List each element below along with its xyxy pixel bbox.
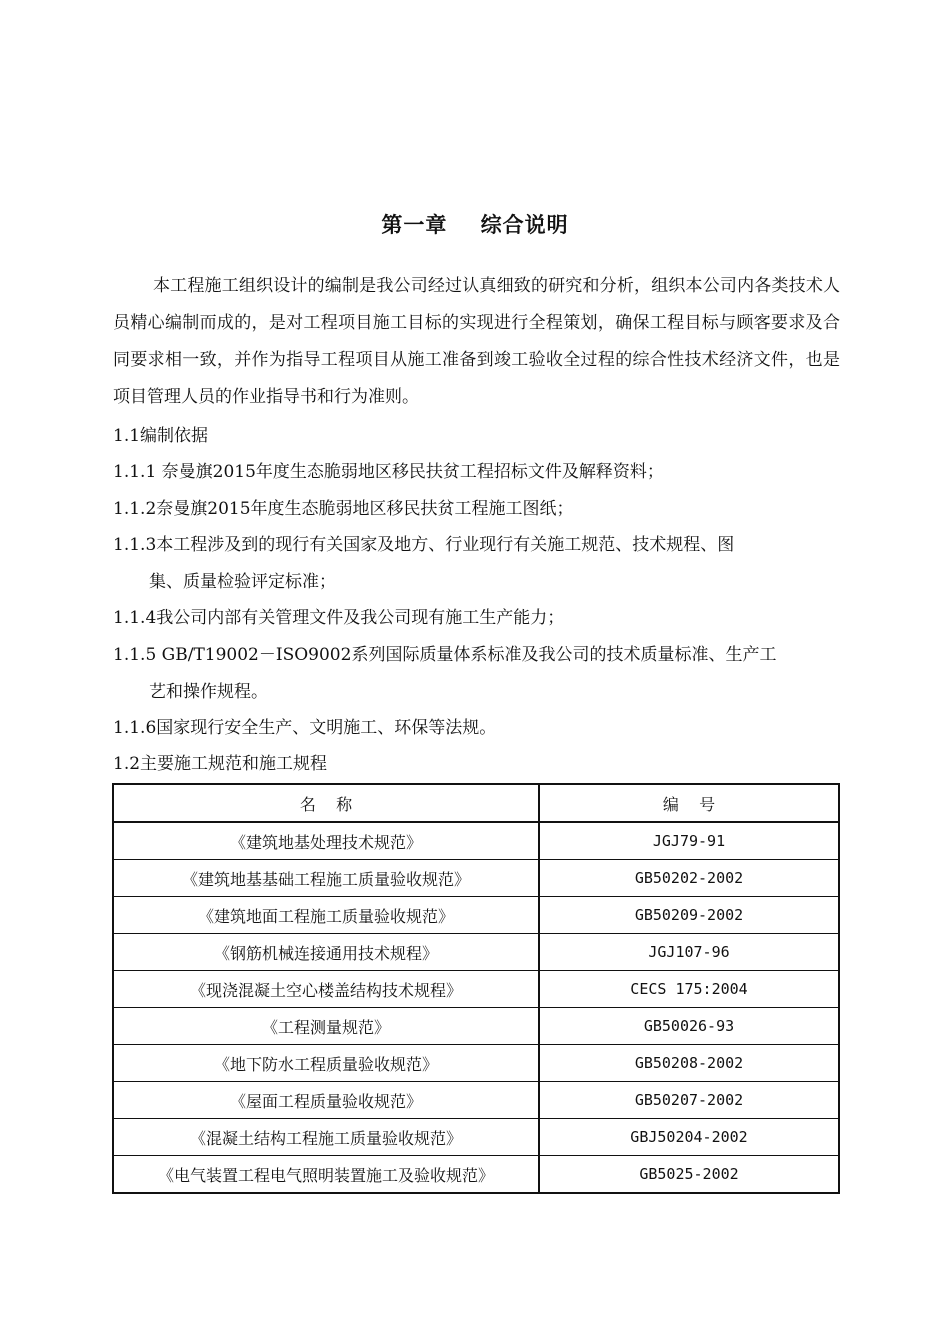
standard-code: GB50202-2002 bbox=[539, 860, 839, 897]
table-header-row bbox=[113, 784, 839, 822]
basis-item-5-line1: 1.1.5 GB/T19002－ISO9002系列国际质量体系标准及我公司的技术质量标准、生产工 bbox=[113, 645, 777, 665]
standard-code: GBJ50204-2002 bbox=[539, 1119, 839, 1156]
table-row bbox=[113, 1045, 839, 1082]
standard-name: 《电气装置工程电气照明装置施工及验收规范》 bbox=[113, 1156, 539, 1194]
standard-name: 《混凝土结构工程施工质量验收规范》 bbox=[113, 1119, 539, 1156]
standard-code: GB5025-2002 bbox=[539, 1156, 839, 1194]
table-row bbox=[113, 1082, 839, 1119]
standard-code: JGJ79-91 bbox=[539, 822, 839, 860]
standard-name: 《建筑地面工程施工质量验收规范》 bbox=[113, 897, 539, 934]
table-row bbox=[113, 1119, 839, 1156]
standard-name: 《建筑地基处理技术规范》 bbox=[113, 822, 539, 860]
table-row bbox=[113, 897, 839, 934]
table-row bbox=[113, 822, 839, 860]
basis-item-1: 1.1.1 奈曼旗2015年度生态脆弱地区移民扶贫工程招标文件及解释资料； bbox=[113, 462, 664, 482]
standard-name: 《工程测量规范》 bbox=[113, 1008, 539, 1045]
table-row bbox=[113, 971, 839, 1008]
standard-code: JGJ107-96 bbox=[539, 934, 839, 971]
basis-item-3-line1: 1.1.3本工程涉及到的现行有关国家及地方、行业现行有关施工规范、技术规程、图 bbox=[113, 535, 735, 555]
standard-name: 《建筑地基基础工程施工质量验收规范》 bbox=[113, 860, 539, 897]
standard-code: GB50208-2002 bbox=[539, 1045, 839, 1082]
table-row bbox=[113, 860, 839, 897]
standard-name: 《钢筋机械连接通用技术规程》 bbox=[113, 934, 539, 971]
basis-item-5-line2: 艺和操作规程。 bbox=[149, 682, 268, 702]
standard-code: GB50026-93 bbox=[539, 1008, 839, 1045]
page-title: 第一章 综合说明 bbox=[381, 213, 569, 237]
standard-code: GB50207-2002 bbox=[539, 1082, 839, 1119]
basis-item-3-line2: 集、质量检验评定标准； bbox=[149, 572, 336, 592]
basis-item-4: 1.1.4我公司内部有关管理文件及我公司现有施工生产能力； bbox=[113, 608, 565, 628]
header-code: 编 号 bbox=[539, 784, 839, 822]
table-row bbox=[113, 934, 839, 971]
standard-name: 《地下防水工程质量验收规范》 bbox=[113, 1045, 539, 1082]
standard-name: 《现浇混凝土空心楼盖结构技术规程》 bbox=[113, 971, 539, 1008]
basis-item-6: 1.1.6国家现行安全生产、文明施工、环保等法规。 bbox=[113, 718, 497, 738]
header-name: 名 称 bbox=[113, 784, 539, 822]
standard-code: GB50209-2002 bbox=[539, 897, 839, 934]
table-row bbox=[113, 1156, 839, 1194]
section-heading-1-1: 1.1编制依据 bbox=[113, 426, 209, 446]
intro-paragraph: 本工程施工组织设计的编制是我公司经过认真细致的研究和分析，组织本公司内各类技术人员精心编制而成的，是对工程项目施工目标的实现进行全程策划，确保工程目标与顾客要求及合同要求相一致，并作为指导工程项目从施工准备到竣工验收全过程的综合性技术经济文件，也是项目管理人员的作业指导书和行为准则。 bbox=[113, 276, 840, 407]
standard-name: 《屋面工程质量验收规范》 bbox=[113, 1082, 539, 1119]
table-row bbox=[113, 1008, 839, 1045]
standard-code: CECS 175:2004 bbox=[539, 971, 839, 1008]
basis-item-2: 1.1.2奈曼旗2015年度生态脆弱地区移民扶贫工程施工图纸； bbox=[113, 499, 574, 519]
section-heading-1-2: 1.2主要施工规范和施工规程 bbox=[113, 754, 328, 774]
standards-table bbox=[112, 783, 840, 1194]
